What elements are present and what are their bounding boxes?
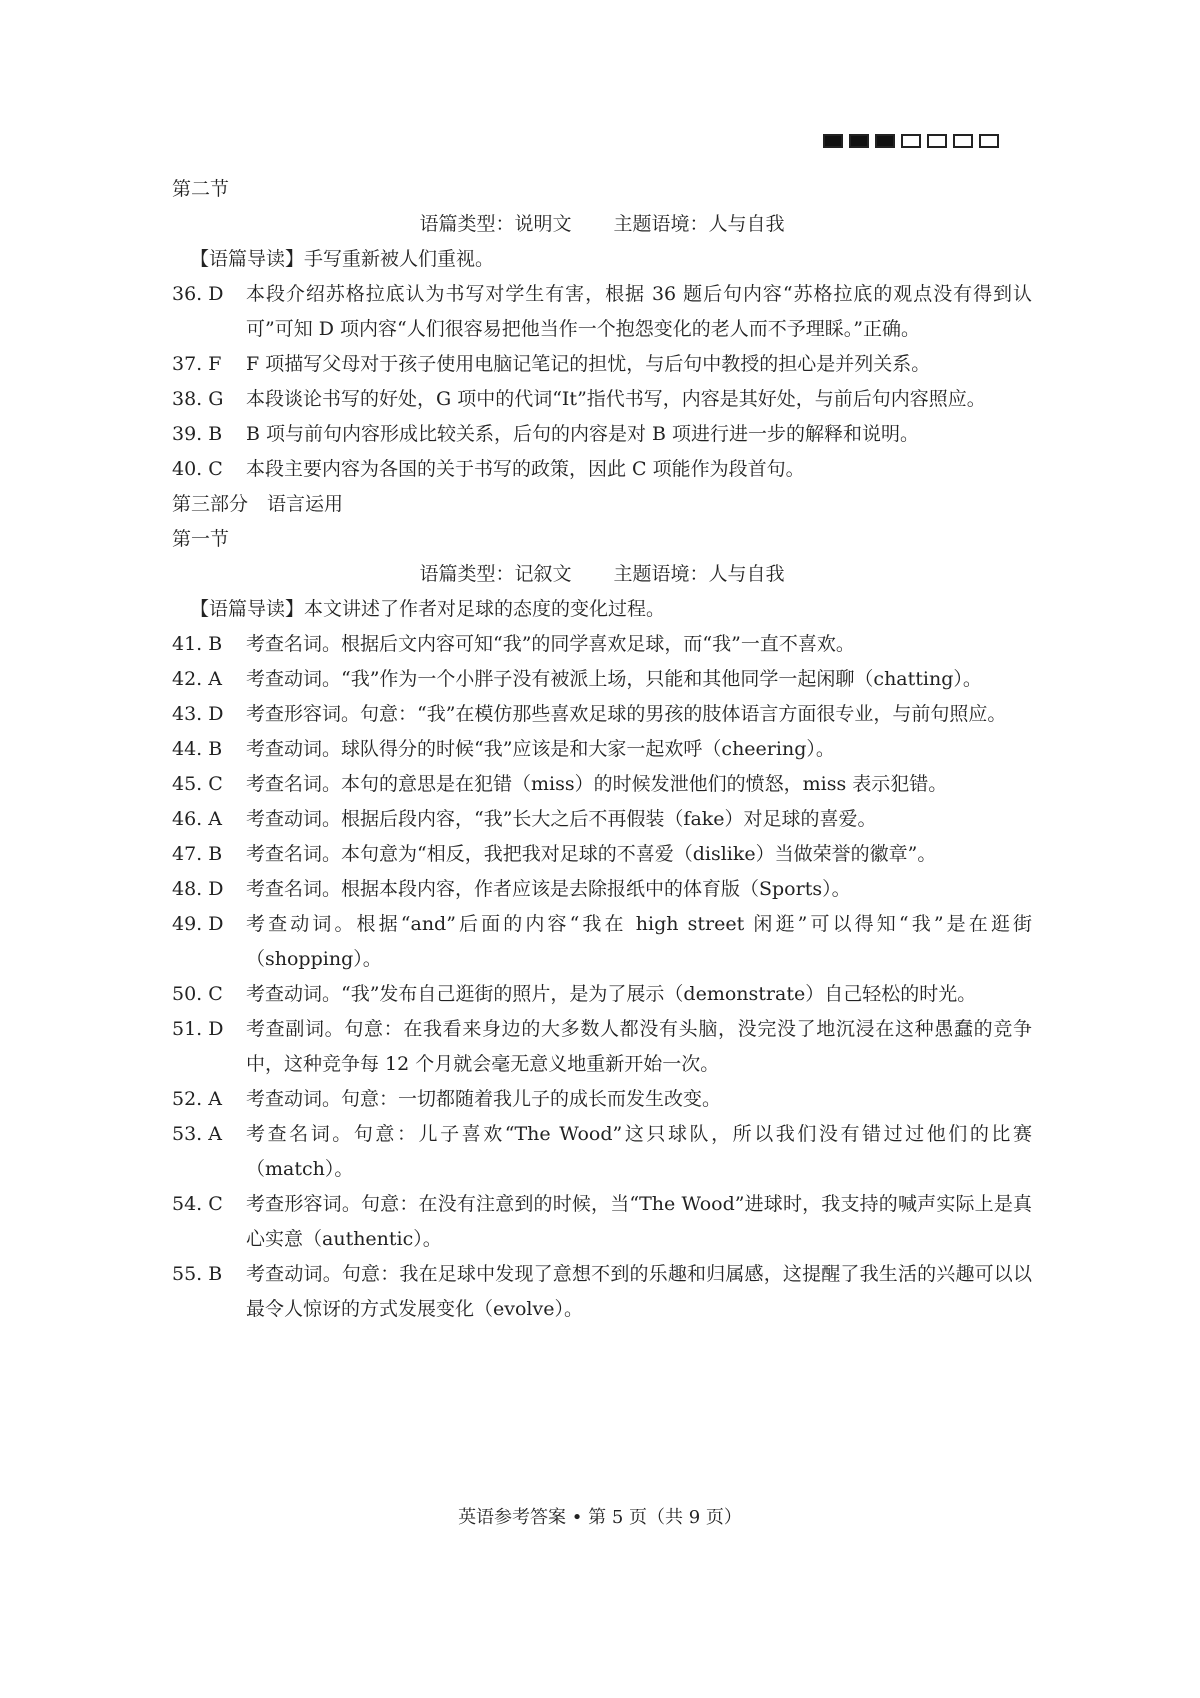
answer-item: [172, 1012, 1032, 1082]
answer-explanation: B 项与前句内容形成比较关系，后句的内容是对 B 项进行进一步的解释和说明。: [246, 423, 920, 445]
part-heading: 第三部分 语言运用: [172, 493, 344, 515]
answer-explanation: 考查名词。句意：儿子喜欢“The Wood”这只球队，所以我们没有错过过他们的比赛（match）。: [246, 1123, 1032, 1180]
answer-item: [172, 872, 1032, 907]
answer-number: 41. B: [172, 633, 223, 655]
answer-number: 47. B: [172, 843, 223, 865]
answer-explanation: 本段介绍苏格拉底认为书写对学生有害，根据 36 题后句内容“苏格拉底的观点没有得到认可”可知 D 项内容“人们很容易把他当作一个抱怨变化的老人而不予理睬。”正确。: [246, 283, 1032, 340]
answer-explanation: 本段谈论书写的好处，G 项中的代词“It”指代书写，内容是其好处，与前后句内容照应。: [246, 388, 986, 410]
answer-item: [172, 1082, 1032, 1117]
section-heading: 第一节: [172, 528, 230, 550]
answer-item: [172, 907, 1032, 977]
answer-explanation: 考查动词。“我”作为一个小胖子没有被派上场，只能和其他同学一起闲聊（chatting）。: [246, 668, 982, 690]
answer-explanation: 考查动词。句意：我在足球中发现了意想不到的乐趣和归属感，这提醒了我生活的兴趣可以以最令人惊讶的方式发展变化（evolve）。: [246, 1263, 1032, 1320]
answer-item: [172, 977, 1032, 1012]
answer-number: 54. C: [172, 1193, 223, 1215]
passage-lead: 【语篇导读】本文讲述了作者对足球的态度的变化过程。: [190, 598, 666, 620]
answer-number: 46. A: [172, 808, 222, 830]
answer-explanation: 考查形容词。句意：“我”在模仿那些喜欢足球的男孩的肢体语言方面很专业，与前句照应。: [246, 703, 1007, 725]
page-footer: 英语参考答案 • 第 5 页（共 9 页）: [458, 1507, 742, 1528]
progress-mark-filled: [875, 134, 895, 148]
answer-item: [172, 627, 1032, 662]
progress-mark-filled: [849, 134, 869, 148]
answer-explanation: 考查名词。本句意为“相反，我把我对足球的不喜爱（dislike）当做荣誉的徽章”。: [246, 843, 937, 865]
answer-number: 43. D: [172, 703, 224, 725]
answer-number: 51. D: [172, 1018, 224, 1040]
progress-mark-empty: [927, 134, 947, 148]
answer-item: [172, 1257, 1032, 1327]
passage-info: [172, 207, 1032, 242]
answer-item: [172, 662, 1032, 697]
answer-number: 48. D: [172, 878, 224, 900]
answer-explanation: 本段主要内容为各国的关于书写的政策，因此 C 项能作为段首句。: [246, 458, 805, 480]
passage-type: 语篇类型：说明文: [419, 213, 572, 235]
passage-theme: 主题语境：人与自我: [613, 563, 785, 585]
passage-lead: 【语篇导读】手写重新被人们重视。: [190, 248, 495, 270]
answer-explanation: 考查名词。本句的意思是在犯错（miss）的时候发泄他们的愤怒，miss 表示犯错。: [246, 773, 948, 795]
answer-explanation: 考查名词。根据后文内容可知“我”的同学喜欢足球，而“我”一直不喜欢。: [246, 633, 855, 655]
answer-item: [172, 1187, 1032, 1257]
answer-number: 49. D: [172, 913, 224, 935]
answer-explanation: 考查副词。句意：在我看来身边的大多数人都没有头脑，没完没了地沉浸在这种愚蠢的竞争中，这种竞争每 12 个月就会毫无意义地重新开始一次。: [246, 1018, 1032, 1075]
passage-type: 语篇类型：记叙文: [419, 563, 572, 585]
progress-mark-empty: [953, 134, 973, 148]
answer-explanation: 考查动词。根据后段内容，“我”长大之后不再假装（fake）对足球的喜爱。: [246, 808, 877, 830]
answer-explanation: 考查动词。根据“and”后面的内容“我在 high street 闲逛”可以得知“我”是在逛街（shopping）。: [246, 913, 1032, 970]
answer-item: [172, 382, 1032, 417]
answer-number: 53. A: [172, 1123, 222, 1145]
answer-item: [172, 837, 1032, 872]
answer-number: 44. B: [172, 738, 223, 760]
answer-item: [172, 1117, 1032, 1187]
passage-info: [172, 557, 1032, 592]
answer-item: [172, 452, 1032, 487]
progress-mark-empty: [901, 134, 921, 148]
answer-explanation: 考查名词。根据本段内容，作者应该是去除报纸中的体育版（Sports）。: [246, 878, 851, 900]
answer-number: 55. B: [172, 1263, 223, 1285]
page-progress-marks: [823, 134, 999, 148]
answer-explanation: 考查形容词。句意：在没有注意到的时候，当“The Wood”进球时，我支持的喊声实际上是真心实意（authentic）。: [246, 1193, 1032, 1250]
answer-explanation: 考查动词。句意：一切都随着我儿子的成长而发生改变。: [246, 1088, 722, 1110]
answer-explanation: F 项描写父母对于孩子使用电脑记笔记的担忧，与后句中教授的担心是并列关系。: [246, 353, 931, 375]
answer-item: [172, 732, 1032, 767]
answer-number: 37. F: [172, 353, 222, 375]
answer-number: 50. C: [172, 983, 223, 1005]
section-heading: 第二节: [172, 178, 230, 200]
answer-number: 38. G: [172, 388, 224, 410]
answer-explanation: 考查动词。球队得分的时候“我”应该是和大家一起欢呼（cheering）。: [246, 738, 835, 760]
answer-item: [172, 697, 1032, 732]
answer-item: [172, 802, 1032, 837]
progress-mark-filled: [823, 134, 843, 148]
progress-mark-empty: [979, 134, 999, 148]
answer-number: 45. C: [172, 773, 223, 795]
answer-number: 36. D: [172, 283, 224, 305]
answer-item: [172, 277, 1032, 347]
answer-item: [172, 767, 1032, 802]
answer-page: [172, 172, 1032, 1327]
answer-number: 39. B: [172, 423, 223, 445]
answer-number: 42. A: [172, 668, 222, 690]
answer-number: 52. A: [172, 1088, 222, 1110]
passage-theme: 主题语境：人与自我: [613, 213, 785, 235]
answer-item: [172, 417, 1032, 452]
answer-item: [172, 347, 1032, 382]
answer-number: 40. C: [172, 458, 223, 480]
answer-explanation: 考查动词。“我”发布自己逛街的照片，是为了展示（demonstrate）自己轻松的时光。: [246, 983, 977, 1005]
